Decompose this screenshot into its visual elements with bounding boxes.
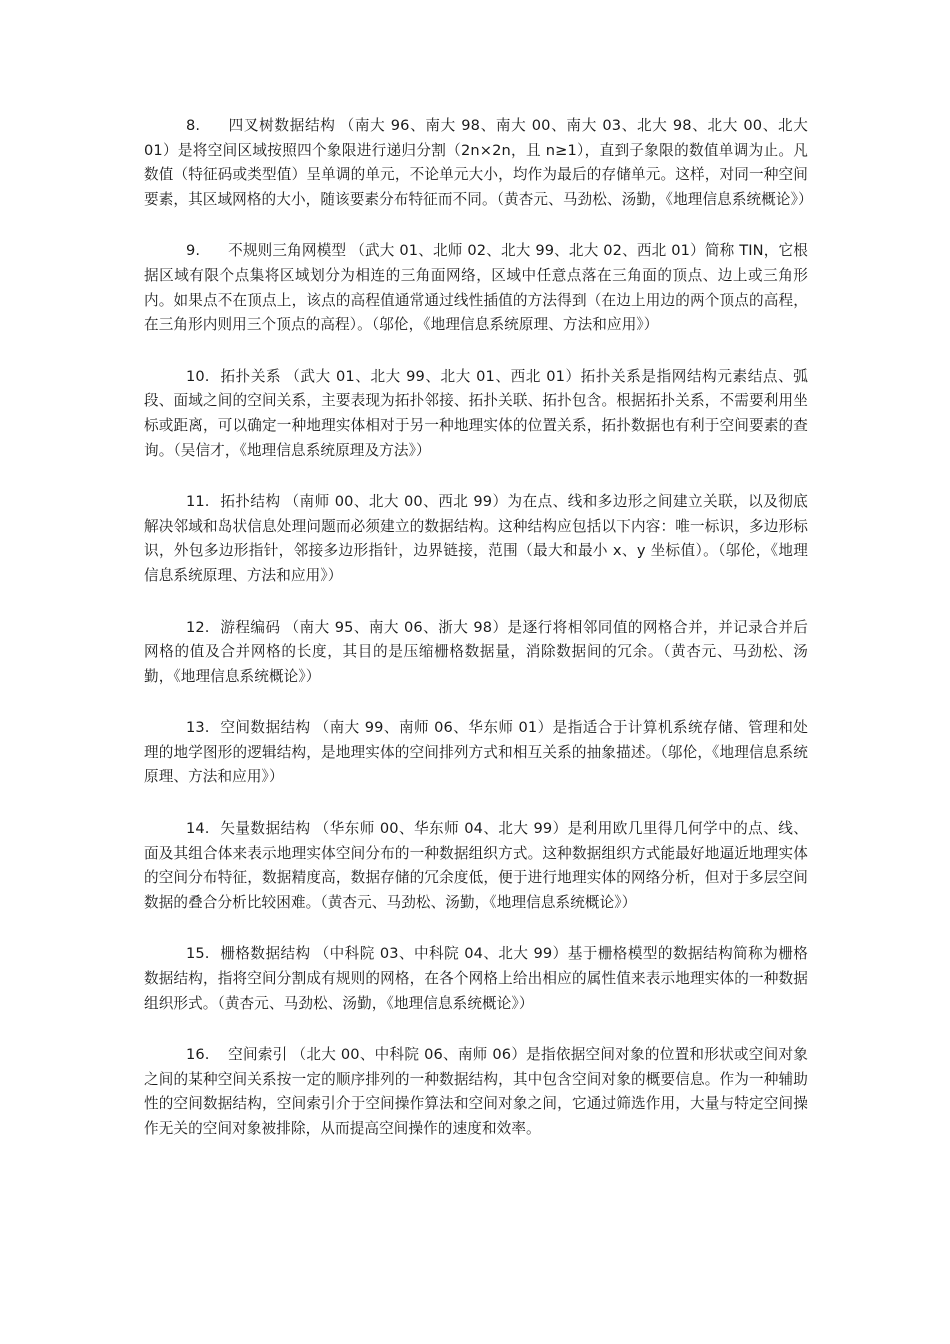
entry-run-length-encoding xyxy=(144,616,808,690)
entry-vector-data-structure xyxy=(144,817,808,915)
entry-topological-structure xyxy=(144,490,808,588)
entry-definition: 是指依据空间对象的位置和形状或空间对象之间的某种空间关系按一定的顺序排列的一种数据结构，其中包含空间对象的概要信息。作为一种辅助性的空间数据结构，空间索引介于空间操作算法和空间对象之间，它通过筛选作用，大量与特定空间操作无关的空间对象被排除，从而提高空间操作的速度和效率。 xyxy=(144,1046,808,1137)
entry-definition: 为在点、线和多边形之间建立关联，以及彻底解决邻域和岛状信息处理问题而必须建立的数据结构。这种结构应包括以下内容：唯一标识，多边形标识，外包多边形指针，邻接多边形指针，边界链接，范围（最大和最小 x、y 坐标值）。（邬伦，《地理信息系统原理、方法和应用》） xyxy=(144,493,808,584)
entry-definition: 拓扑关系是指网结构元素结点、弧段、面域之间的空间关系，主要表现为拓扑邻接、拓扑关联、拓扑包含。根据拓扑关系，不需要利用坐标或距离，可以确定一种地理实体相对于另一种地理实体的位置关系，拓扑数据也有利于空间要素的查询。（吴信才，《地理信息系统原理及方法》） xyxy=(144,367,808,459)
entry-number: 15. xyxy=(186,945,210,963)
entry-sources: （南大 99、南师 06、华东师 01） xyxy=(314,719,553,737)
entry-term: 四叉树数据结构 xyxy=(228,117,336,134)
entry-tin xyxy=(144,239,808,337)
entry-sources: （中科院 03、中科院 04、北大 99） xyxy=(314,945,568,963)
entry-definition: 是逐行将相邻同值的网格合并，并记录合并后网格的值及合并网格的长度，其目的是压缩栅格数据量，消除数据间的冗余。（黄杏元、马劲松、汤勤，《地理信息系统概论》） xyxy=(144,618,808,685)
entry-definition: 是将空间区域按照四个象限进行递归分割（2n×2n，且 n≥1），直到子象限的数值单调为止。凡数值（特征码或类型值）呈单调的单元，不论单元大小，均作为最后的存储单元。这样，对同一种空间要素，其区域网格的大小，随该要素分布特征而不同。（黄杏元、马劲松、汤勤，《地理信息系统概论》） xyxy=(144,141,813,208)
entry-definition: 基于栅格模型的数据结构简称为栅格数据结构，指将空间分割成有规则的网格，在各个网格上给出相应的属性值来表示地理实体的一种数据组织形式。（黄杏元、马劲松、汤勤，《地理信息系统概论》） xyxy=(144,945,808,1012)
entry-sources: （武大 01、北大 99、北大 01、西北 01） xyxy=(285,367,581,385)
entry-number: 14. xyxy=(186,820,210,838)
entry-topological-relation xyxy=(144,365,808,463)
entry-number: 8. xyxy=(186,117,201,134)
entry-number: 16. xyxy=(186,1046,210,1064)
entry-term: 空间索引 xyxy=(228,1046,288,1064)
entry-sources: （华东师 00、华东师 04、北大 99） xyxy=(314,820,568,838)
entry-sources: （南大 96、南大 98、南大 00、南大 03、北大 98、北大 00、北大 01） xyxy=(144,117,808,159)
entry-definition: 简称 TIN，它根据区域有限个点集将区域划分为相连的三角面网络，区域中任意点落在三角面的顶点、边上或三角形内。如果点不在顶点上，该点的高程值通常通过线性插值的方法得到（在边上用边的两个顶点的高程，在三角形内则用三个顶点的高程）。（邬伦，《地理信息系统原理、方法和应用》） xyxy=(144,242,808,334)
entry-quadtree xyxy=(144,114,813,212)
entry-raster-data-structure xyxy=(144,942,808,1016)
entry-sources: （南师 00、北大 00、西北 99） xyxy=(284,493,508,511)
entry-definition: 是利用欧几里得几何学中的点、线、面及其组合体来表示地理实体空间分布的一种数据组织方式。这种数据组织方式能最好地逼近地理实体的空间分布特征，数据精度高，数据存储的冗余度低，便于进行地理实体的网络分析，但对于多层空间数据的叠合分析比较困难。（黄杏元、马劲松、汤勤，《地理信息系统概论》） xyxy=(144,820,808,911)
entry-spatial-data-structure xyxy=(144,716,808,790)
entry-spatial-index xyxy=(144,1043,808,1141)
entry-number: 10. xyxy=(186,367,210,385)
entry-term: 拓扑关系 xyxy=(220,367,282,385)
entry-number: 9. xyxy=(186,242,201,260)
entry-number: 12. xyxy=(186,618,210,636)
entry-term: 空间数据结构 xyxy=(220,719,311,737)
entry-term: 拓扑结构 xyxy=(220,493,281,511)
entry-term: 矢量数据结构 xyxy=(220,820,311,838)
entry-term: 栅格数据结构 xyxy=(220,945,311,963)
entry-sources: （南大 95、南大 06、浙大 98） xyxy=(284,618,508,636)
entry-term: 不规则三角网模型 xyxy=(228,242,347,260)
entry-definition: 是指适合于计算机系统存储、管理和处理的地学图形的逻辑结构，是地理实体的空间排列方式和相互关系的抽象描述。（邬伦，《地理信息系统原理、方法和应用》） xyxy=(144,719,808,786)
entry-sources: （武大 01、北师 02、北大 99、北大 02、西北 01） xyxy=(350,242,705,260)
entry-term: 游程编码 xyxy=(220,618,281,636)
entry-number: 11. xyxy=(186,493,210,511)
entry-sources: （北大 00、中科院 06、南师 06） xyxy=(291,1046,527,1064)
document-page xyxy=(144,114,813,1169)
entry-number: 13. xyxy=(186,719,210,737)
